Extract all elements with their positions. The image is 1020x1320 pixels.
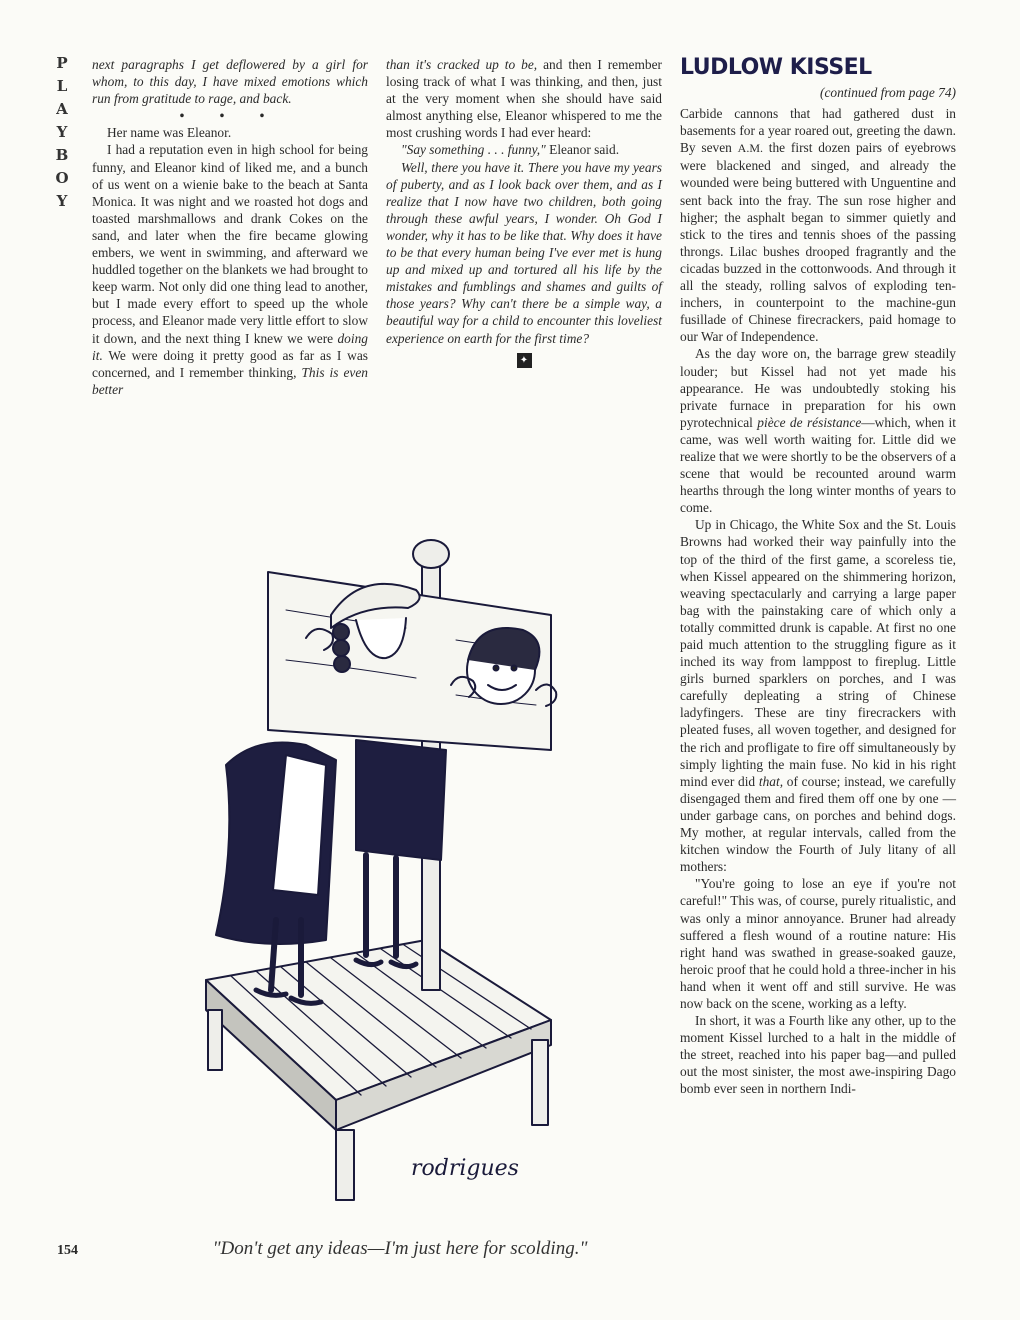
page-number: 154 — [57, 1243, 78, 1258]
platform-leg — [532, 1040, 548, 1125]
cartoon-caption: "Don't get any ideas—I'm just here for scolding." — [212, 1238, 588, 1259]
end-mark-icon: ✦ — [517, 353, 532, 368]
side-letter: P — [56, 54, 68, 72]
side-letter: L — [56, 77, 68, 95]
platform-leg — [208, 1010, 222, 1070]
cartoon-illustration — [196, 520, 616, 1210]
italic-run: doing it. — [92, 330, 368, 363]
side-letter: A — [56, 100, 68, 118]
side-letter: O — [55, 169, 69, 187]
paragraph — [680, 345, 956, 516]
man-body — [356, 740, 446, 860]
paragraph — [680, 516, 956, 875]
text-run: the first dozen pairs of eyebrows were blackened and singed, and already the wounded were being buttered with Unguentine and sent back into the fray. The sun rose higher and higher; the asphalt began to simmer quietly and stick to the tires and tennis shoes of the passing throngs. Lilac bushes drooped fragrantly and the cicadas buzzed in the cottonwoods. And through it all the steady, rolling salvos of exploding ten-inchers, in counterpoint to the machine-gun fusillade of Chinese firecrackers, paid homage to our War of Independence. — [680, 140, 956, 345]
artist-signature: rodrigues — [411, 1156, 519, 1181]
italic-run: that, — [758, 773, 784, 789]
paragraph: Well, there you have it. There you have my years of puberty, and as I look back over them, and as I realize that I now have two children, both going through these awful years, I wonder. Oh God I wonder, why it has to be like that. Why does it have to be that every human being I've ever met is hung up and mixed up and tortured all his life by the mistakes and fumblings and shames and guilts of those years? Why can't there be a simple way, a beautiful way for a child to encounter this loveliest experience on earth for the first time? — [386, 159, 662, 346]
paragraph — [386, 56, 662, 141]
text-run: —which, when it came, was well worth waiting for. Little did we realize that we were shortly to be the observers of a scene that would be recounted around warm hearths through the long winter months of years to come. — [680, 414, 956, 516]
text-run: I had a reputation even in high school for being funny, and Eleanor kind of liked me, and a bunch of us went on a wienie bake to the beach at Santa Monica. It was night and we roasted hot dogs and toasted marshmallows and drank Cokes on the sand, and later when the fire became glowing embers, we went in swimming, and afterward we huddled together on the blankets we had brought to keep warm. Not only did one thing lead to another, but I made every effort to speed up the whole process, and Eleanor made very little effort to slow it down, and the next thing I knew we were — [92, 142, 368, 346]
text-run: Carbide cannons that had gathered dust in basements for a year roared out, greeting the dawn. By seven — [680, 106, 956, 156]
text-run: Eleanor said. — [549, 142, 620, 158]
side-letter: Y — [56, 123, 68, 141]
paragraph: "You're going to lose an eye if you're not careful!" This was, of course, purely ritualistic, and was only a minor annoyance. Bruner had already suffered a flesh wound of a routine nature: His right hand was swathed in grease-soaked gauze, heroic proof that he could hold a three-incher in his hand when it went off and still survive. He was now back on the scene, working as a lefty. — [680, 876, 956, 1011]
section-separator: • • • — [179, 108, 281, 124]
text-run: of course; instead, we carefully disengaged them and fired them off one by one —under garbage cans, on porches and behind dogs. My mother, at regular intervals, called from the kitchen window the Fourth of July litany of all mothers: — [680, 773, 956, 875]
column-2 — [386, 56, 662, 368]
article-headline: LUDLOW KISSEL — [680, 55, 872, 80]
text-run: Up in Chicago, the White Sox and the St. Louis Browns had worked their way painfully into the top of the third of the first game, a scoreless tie, when Kissel appeared on the shimmering horizon, weaving spectacularly and carrying a large paper bag with the painstaking care of which only a totally committed drunk is capable. At first no one paid much attention to the struggling figure as it inched its way from lamppost to fireplug. Little girls burned sparklers on porches, and I was carefully depleating a string of Chinese ladyfingers. These are tiny firecrackers with pleated fuses, all woven together, and designed for the rich and profligate to fire off simultaneously by simply lighting the main fuse. No kid in his right mind ever did — [680, 517, 956, 789]
paragraph: Her name was Eleanor. — [107, 125, 232, 141]
column-3 — [680, 56, 956, 1098]
text-run: As the day wore on, the barrage grew steadily louder; but Kissel had not yet made his appearance. He was undoubtedly stoking his private furnace in preparation for his own pyrotechnical — [680, 346, 956, 430]
paragraph — [92, 141, 368, 397]
text-run: and then I remember losing track of what I was thinking, and then, just at the very moment when she should have said almost anything else, Eleanor whispered to me the most crushing words I had ever heard: — [386, 57, 662, 141]
italic-run: "Say something . . . funny," — [401, 142, 546, 158]
post-cap — [413, 540, 449, 568]
column-1 — [92, 56, 368, 398]
side-letter: Y — [56, 192, 68, 210]
italic-run: pièce de résistance — [757, 414, 862, 430]
paragraph: In short, it was a Fourth like any other, up to the moment Kissel lurched to a halt in the middle of the street, reached into his paper bag—and pulled out the most sinister, the most awe-inspiring Dago bomb ever seen in northern Indi- — [680, 1013, 956, 1097]
paragraph — [386, 141, 662, 158]
italic-run: This is even better — [92, 364, 368, 397]
text-run: We were doing it pretty good as far as I was concerned, and I remember thinking, — [92, 347, 368, 380]
woman-curls — [333, 624, 350, 672]
paragraph — [680, 105, 956, 345]
magazine-side-label — [52, 52, 72, 213]
platform-leg — [336, 1130, 354, 1200]
side-letter: B — [55, 146, 69, 164]
continued-note: (continued from page 74) — [820, 85, 956, 100]
italic-run: than it's cracked up to be, — [386, 57, 538, 72]
text-run: A.M. — [737, 141, 763, 156]
intro-paragraph: next paragraphs I get deflowered by a girl for whom, to this day, I have mixed emotions which run from gratitude to rage, and back. — [92, 57, 368, 107]
